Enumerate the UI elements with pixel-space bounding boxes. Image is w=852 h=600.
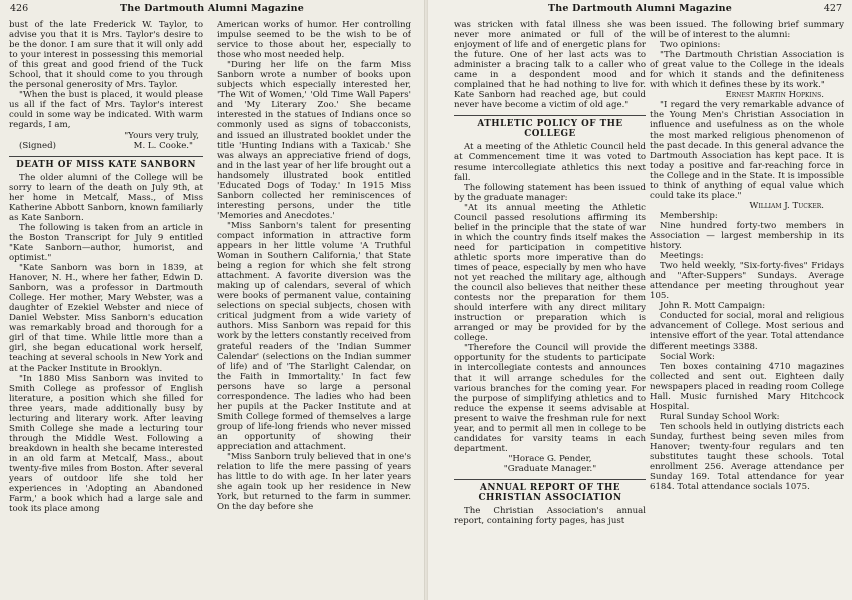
paragraph: "Therefore the Council will provide the opportunity for the students to participate in intercollegiate contests and announces that it will arrange schedules for the various branches for the coming year. For the purpose of simplifying athletics and to reduce the expense it seems advisable at present to waive the freshman rule for next year, and to permit all men in college to be candidates for varsity teams in each department. — [454, 343, 646, 454]
byline: Ernest Martin Hopkins. — [725, 90, 824, 101]
list-item: Conducted for social, moral and religious advancement of College. Most serious and intensive effort of the year. Total attendance different meetings 3388. — [650, 311, 844, 352]
right-running-head — [438, 3, 842, 17]
right-page — [428, 0, 852, 600]
paragraph: been issued. The following brief summary will be of interest to the alumni: — [650, 20, 844, 41]
section-heading: ATHLETIC POLICY OF THE COLLEGE — [454, 115, 646, 139]
paragraph: American works of humor. Her controlling impulse seemed to be the wish to be of service to those about her, especially to those who most needed help. — [217, 20, 411, 61]
quote: "The Dartmouth Christian Association is of great value to the College in the ideals for which it stands and the definiteness with which it defines these by its work." — [650, 50, 844, 91]
paragraph: "When the bust is placed, it would please us all if the fact of Mrs. Taylor's interest could in some way be indicated. With warm regards, I am, — [9, 90, 203, 131]
paragraph: "Miss Sanborn's talent for presenting compact information in attractive form appears in her little volume 'A Truthful Woman in Southern California,' that State being a region for which she felt strong attachment. A favorite diversion was the making up of calendars, several of which were books of permanent value, containing selections on special subjects, chosen with critical judgment from a wide variety of authors. Miss Sanborn was repaid for this work by the letters constantly received from grateful readers of the 'Indian Summer Calendar' (selections on the Indian summer of life) and of 'The Starlight Calendar, on the Faith in Immortality.' In fact few persons have so large a personal correspondence. The ladies who had been her pupils at the Packer Institute and at Smith College formed of themselves a large group of life-long friends who never missed an opportunity of showing their appreciation and attachment. — [217, 220, 411, 452]
byline: William J. Tucker. — [749, 200, 824, 211]
left-page — [0, 0, 424, 600]
paragraph: "At its annual meeting the Athletic Council passed resolutions affirming its belief in the principle that the state of war in which the country finds itself makes the need for participation in competitive athletic sports more imperative than do times of peace, especially by men who have not yet reached the military age, although the council also believes that neither these contests nor the preparation for them should interfere with any direct military instruction or preparation which is arranged or may be provided for by the college. — [454, 202, 646, 344]
paragraph: "In 1880 Miss Sanborn was invited to Smith College as professor of English literature, a position which she filled for three years, made additionally busy by lecturing and literary work. After leaving Smith College she made a lecturing tour through the Middle West. Following a breakdown in health she became interested in an old farm at Metcalf, Mass., about twenty-five miles from Boston. After several years of outdoor life she told her experiences in 'Adopting an Abandoned Farm,' a book which had a large sale and took its place among — [9, 373, 203, 515]
left-running-head — [10, 3, 414, 17]
signed-name: M. L. Cooke." — [133, 140, 193, 151]
quote: "I regard the very remarkable advance of the Young Men's Christian Association in influence and usefulness as on the whole the most marked religious phenomenon of the past decade. In this general advance the Dartmouth Association has kept pace. It is today a positive and far-reaching force in the College and in the State. It is impossible to think of anything of equal value which could take its place." — [650, 100, 844, 201]
paragraph: "Miss Sanborn truly believed that in one's relation to life the mere passing of years has little to do with age. In her later years she again took up her residence in New York, but returned to the farm in summer. On the day before she — [217, 452, 411, 513]
left-running-title: The Dartmouth Alumni Magazine — [120, 3, 304, 14]
left-page-number: 426 — [10, 3, 29, 14]
right-page-number: 427 — [823, 3, 842, 14]
subheading: Meetings: — [660, 251, 704, 262]
subheading: Rural Sunday School Work: — [660, 411, 780, 422]
paragraph: bust of the late Frederick W. Taylor, to advise you that it is Mrs. Taylor's desire to be the donor. I am sure that it will only add to your interest in possessing this memorial of this great and good friend of the Tuck School, that it should come to you through the personal generosity of Mrs. Taylor. — [9, 20, 203, 91]
paragraph: "Kate Sanborn was born in 1839, at Hanover, N. H., where her father, Edwin D. Sanborn, was a professor in Dartmouth College. Her mother, Mary Webster, was a daughter of Ezekiel Webster and niece of Daniel Webster. Miss Sanborn's education was remarkably broad and thorough for a girl of that time. While little more than a girl, she began educational work herself, teaching at several schools in New York and at the Packer Institute in Brooklyn. — [9, 263, 203, 374]
section-heading: ANNUAL REPORT OF THE CHRISTIAN ASSOCIATION — [454, 479, 646, 503]
section-heading: DEATH OF MISS KATE SANBORN — [9, 156, 203, 170]
paragraph: At a meeting of the Athletic Council held at Commencement time it was voted to resume intercollegiate athletics this next fall. — [454, 142, 646, 183]
paragraph: "During her life on the farm Miss Sanborn wrote a number of books upon subjects which especially interested her, 'The Wit of Women,' 'Old Time Wall Papers' and 'My Literary Zoo.' She became interested in the statues of Indians once so commonly used as signs of tobacconists, and issued an illustrated booklet under the title 'Hunting Indians with a Taxicab.' She was always an appreciative friend of dogs, and in the last year of her life brought out a handsomely illustrated book entitled 'Educated Dogs of Today.' In 1915 Miss Sanborn collected her reminiscences of interesting persons, under the title 'Memories and Anecdotes.' — [217, 60, 411, 221]
subheading: John R. Mott Campaign: — [660, 301, 766, 312]
letter-signature — [9, 141, 203, 151]
list-item: Ten boxes containing 4710 magazines collected and sent out. Eighteen daily newspapers placed in reading room College Hall. Music furnished Mary Hitchcock Hospital. — [650, 361, 844, 412]
paragraph: was stricken with fatal illness she was never more animated or full of the enjoyment of life and of energetic plans for the future. One of her last acts was to administer a bracing talk to a caller who came in a despondent mood and complained that he had nothing to live for. Kate Sanborn had reached age, but could never have become a victim of old age." — [454, 20, 646, 111]
paragraph: The Christian Association's annual report, containing forty pages, has just — [454, 505, 646, 527]
letter-closing: "Yours very truly, — [124, 130, 199, 141]
signature-name: "Horace G. Pender, — [508, 453, 592, 464]
paragraph: The following is taken from an article in the Boston Transcript for July 9 entitled "Kate Sanborn—author, humorist, and optimist." — [9, 222, 203, 263]
left-column-2 — [217, 20, 411, 600]
subheading: Membership: — [660, 210, 718, 221]
right-column-1 — [454, 20, 646, 600]
list-item: Two held weekly, "Six-forty-fives" Fridays and "After-Suppers" Sundays. Average attendance per meeting throughout year 105. — [650, 261, 844, 302]
signed-label: (Signed) — [19, 140, 56, 151]
subheading: Two opinions: — [660, 40, 721, 51]
list-item: Ten schools held in outlying districts each Sunday, furthest being seven miles from Hanover; twenty-four regulars and ten substitutes taught these schools. Total enrollment 256. Average attendance per Sunday 169. Total attendance for year 6184. Total attendance socials 1075. — [650, 421, 844, 493]
right-running-title: The Dartmouth Alumni Magazine — [548, 3, 732, 14]
paragraph: The following statement has been issued by the graduate manager: — [454, 182, 646, 203]
signature-title: "Graduate Manager." — [503, 463, 597, 474]
paragraph: The older alumni of the College will be sorry to learn of the death on July 9th, at her home in Metcalf, Mass., of Miss Katherine Abbott Sanborn, known familiarly as Kate Sanborn. — [9, 172, 203, 223]
subheading: Social Work: — [660, 351, 715, 362]
left-column-1 — [9, 20, 203, 600]
right-column-2 — [650, 20, 844, 600]
list-item: Nine hundred forty-two members in Association — largest membership in its history. — [650, 220, 844, 252]
